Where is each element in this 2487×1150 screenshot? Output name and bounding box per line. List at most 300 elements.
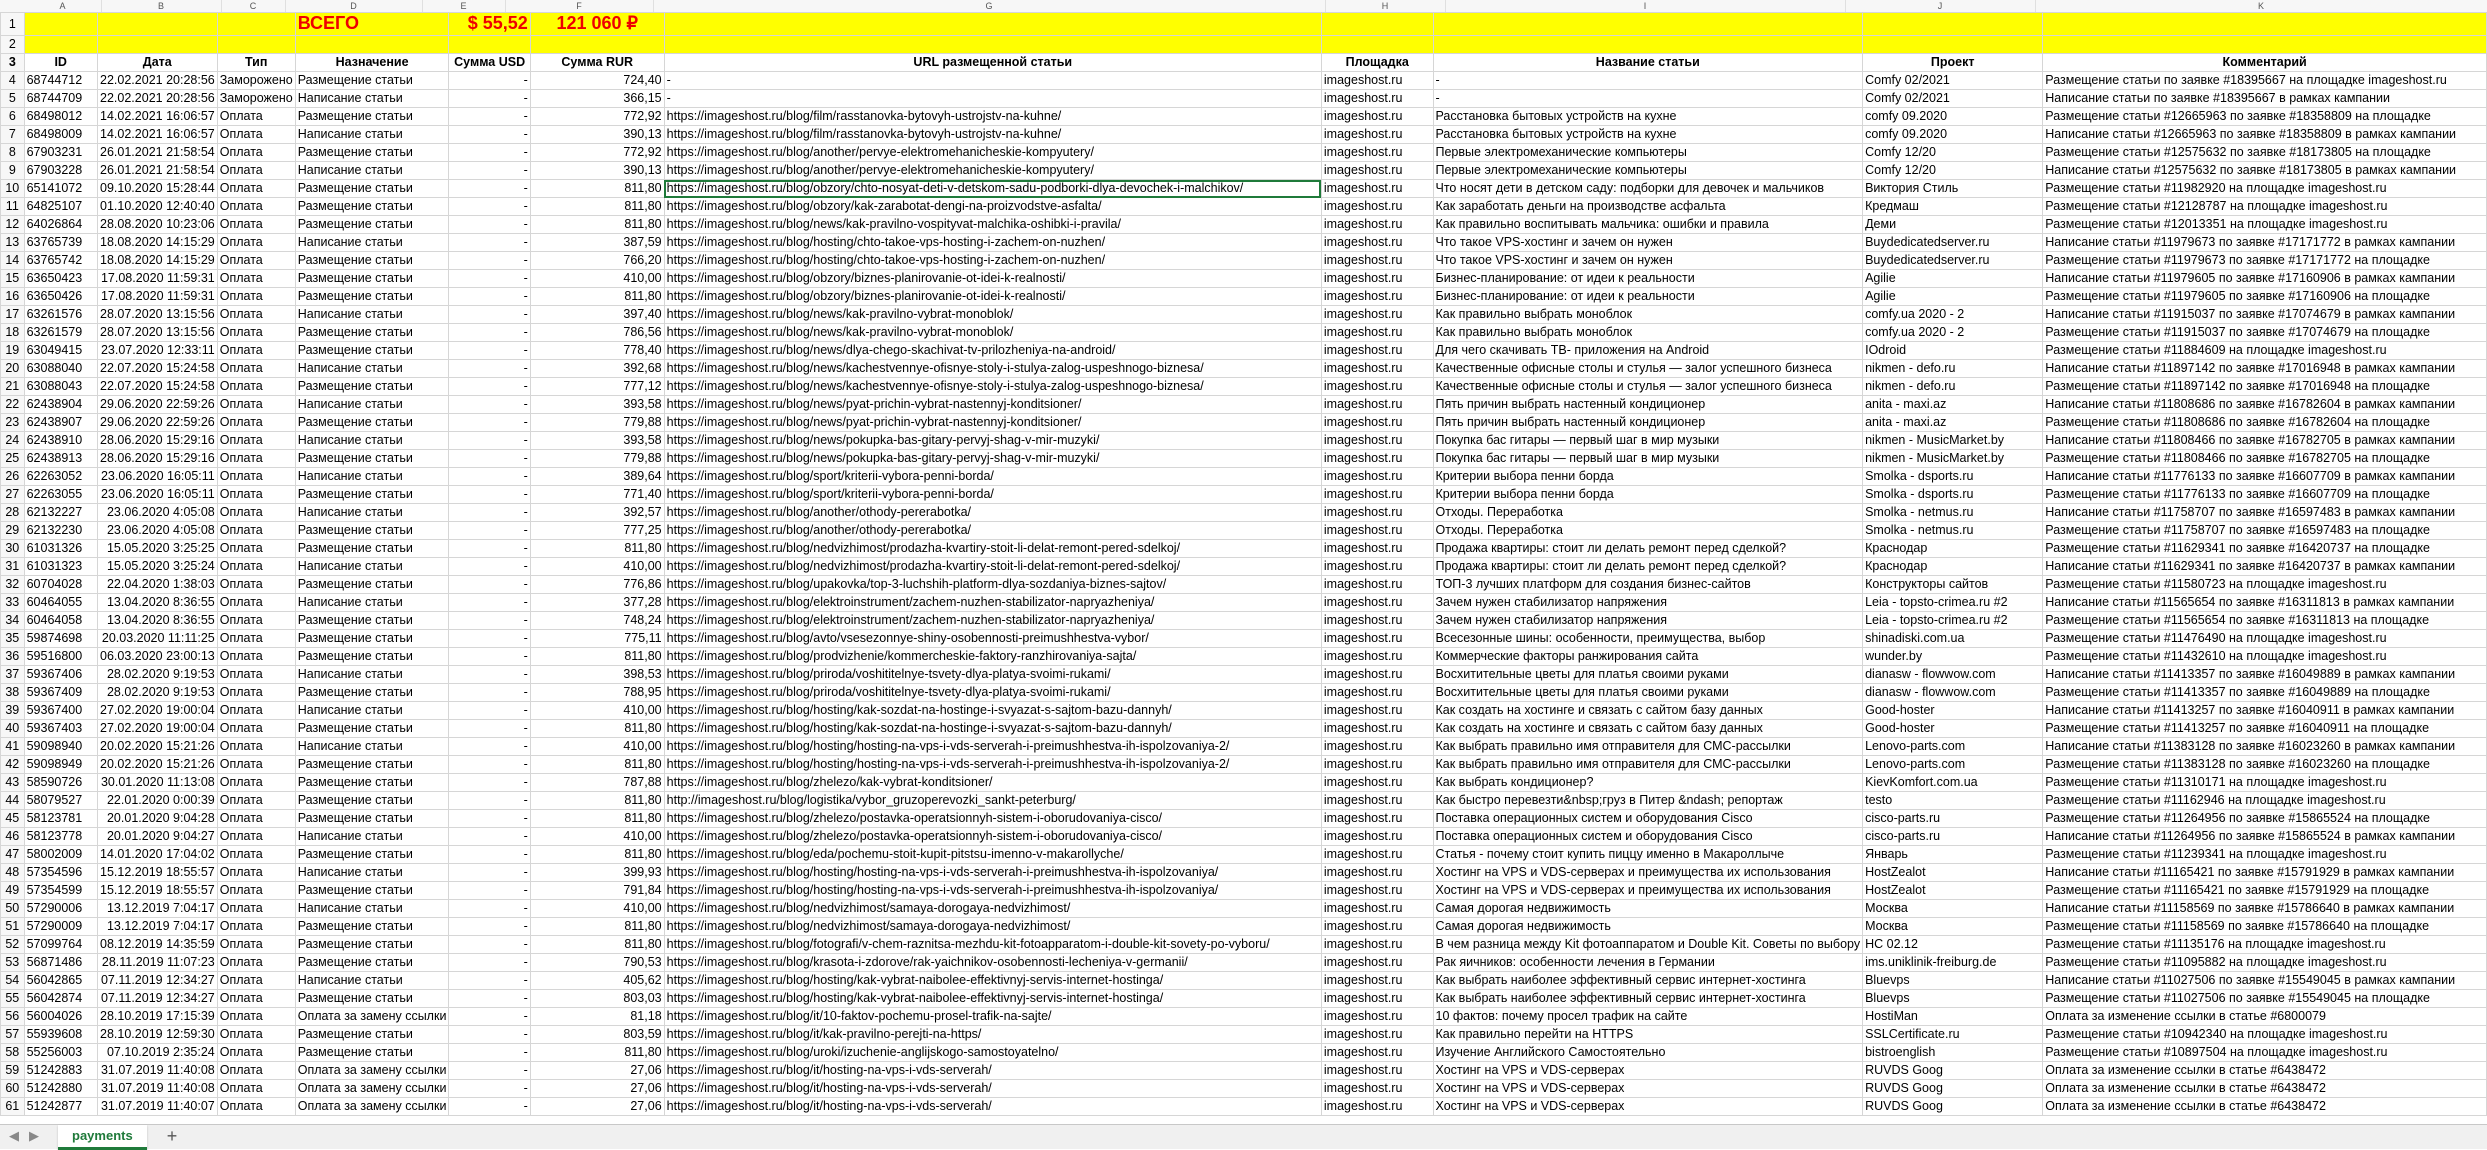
cell[interactable]: Smolka - netmus.ru xyxy=(1863,504,2043,522)
cell[interactable]: Всесезонные шины: особенности, преимущества, выбор xyxy=(1433,630,1863,648)
cell[interactable]: HC 02.12 xyxy=(1863,936,2043,954)
cell[interactable]: 27,06 xyxy=(530,1062,664,1080)
cell[interactable]: - xyxy=(449,792,530,810)
cell[interactable]: dianasw - flowwow.com xyxy=(1863,684,2043,702)
cell[interactable]: 17.08.2020 11:59:31 xyxy=(97,288,217,306)
cell[interactable]: https://imageshost.ru/blog/it/10-faktov-pochemu-prosel-trafik-na-sajte/ xyxy=(664,1008,1321,1026)
cell[interactable]: imageshost.ru xyxy=(1321,594,1433,612)
cell[interactable]: imageshost.ru xyxy=(1321,126,1433,144)
cell[interactable]: Оплата xyxy=(217,972,295,990)
cell[interactable]: Расстановка бытовых устройств на кухне xyxy=(1433,108,1863,126)
cell[interactable]: - xyxy=(449,216,530,234)
cell[interactable]: 07.10.2019 2:35:24 xyxy=(97,1044,217,1062)
cell[interactable]: 811,80 xyxy=(530,1044,664,1062)
cell[interactable]: 64825107 xyxy=(24,198,97,216)
cell[interactable]: Comfy 12/20 xyxy=(1863,144,2043,162)
cell[interactable]: 15.12.2019 18:55:57 xyxy=(97,864,217,882)
cell[interactable]: imageshost.ru xyxy=(1321,1080,1433,1098)
cell[interactable]: Размещение статьи #11808466 по заявке #16782705 на площадке xyxy=(2043,450,2487,468)
cell[interactable]: 29.06.2020 22:59:26 xyxy=(97,396,217,414)
cell[interactable]: Оплата xyxy=(217,324,295,342)
cell[interactable]: imageshost.ru xyxy=(1321,882,1433,900)
cell[interactable]: 60464055 xyxy=(24,594,97,612)
cell[interactable]: Размещение статьи #11808686 по заявке #16782604 на площадке xyxy=(2043,414,2487,432)
cell[interactable]: imageshost.ru xyxy=(1321,252,1433,270)
cell[interactable]: 811,80 xyxy=(530,810,664,828)
cell[interactable]: Оплата xyxy=(217,702,295,720)
cell[interactable]: Размещение статьи #11383128 по заявке #16023260 на площадке xyxy=(2043,756,2487,774)
cell[interactable]: Написание статьи xyxy=(295,864,449,882)
column-letter[interactable]: I xyxy=(1445,0,1846,12)
cell[interactable]: Agilie xyxy=(1863,270,2043,288)
cell[interactable]: Buydedicatedserver.ru xyxy=(1863,234,2043,252)
cell[interactable]: 811,80 xyxy=(530,792,664,810)
cell[interactable]: 27,06 xyxy=(530,1098,664,1116)
cell[interactable]: Оплата xyxy=(217,954,295,972)
cell[interactable]: Размещение статьи xyxy=(295,288,449,306)
cell[interactable]: 13.04.2020 8:36:55 xyxy=(97,594,217,612)
cell[interactable]: https://imageshost.ru/blog/news/kak-pravilno-vybrat-monoblok/ xyxy=(664,306,1321,324)
cell[interactable]: - xyxy=(449,720,530,738)
cell[interactable]: 68498009 xyxy=(24,126,97,144)
row-number[interactable]: 9 xyxy=(1,162,25,180)
row-number[interactable]: 36 xyxy=(1,648,25,666)
cell[interactable]: Оплата xyxy=(217,144,295,162)
cell[interactable]: 811,80 xyxy=(530,846,664,864)
cell[interactable]: - xyxy=(449,396,530,414)
cell[interactable]: https://imageshost.ru/blog/news/pyat-prichin-vybrat-nastennyj-konditsioner/ xyxy=(664,396,1321,414)
cell[interactable]: Покупка бас гитары — первый шаг в мир музыки xyxy=(1433,450,1863,468)
cell[interactable]: imageshost.ru xyxy=(1321,774,1433,792)
cell[interactable]: Размещение статьи #12128787 на площадке imageshost.ru xyxy=(2043,198,2487,216)
cell[interactable]: Размещение статьи #11979605 по заявке #17160906 на площадке xyxy=(2043,288,2487,306)
cell[interactable]: Написание статьи #11979605 по заявке #17160906 в рамках кампании xyxy=(2043,270,2487,288)
cell[interactable]: 28.10.2019 12:59:30 xyxy=(97,1026,217,1044)
cell[interactable]: Оплата xyxy=(217,216,295,234)
cell[interactable] xyxy=(1433,13,1863,36)
cell[interactable]: 811,80 xyxy=(530,648,664,666)
cell[interactable]: imageshost.ru xyxy=(1321,162,1433,180)
cell[interactable]: 63650426 xyxy=(24,288,97,306)
cell[interactable]: 58123781 xyxy=(24,810,97,828)
cell[interactable]: 410,00 xyxy=(530,738,664,756)
row-number[interactable]: 16 xyxy=(1,288,25,306)
row-number[interactable]: 41 xyxy=(1,738,25,756)
cell[interactable]: 766,20 xyxy=(530,252,664,270)
cell[interactable]: https://imageshost.ru/blog/film/rasstanovka-bytovyh-ustrojstv-na-kuhne/ xyxy=(664,108,1321,126)
cell[interactable]: Оплата xyxy=(217,306,295,324)
cell[interactable]: Оплата xyxy=(217,1062,295,1080)
cell[interactable]: imageshost.ru xyxy=(1321,432,1433,450)
cell[interactable]: Написание статьи xyxy=(295,432,449,450)
cell[interactable]: 58590726 xyxy=(24,774,97,792)
cell[interactable]: - xyxy=(449,900,530,918)
cell[interactable]: - xyxy=(449,252,530,270)
cell[interactable]: cisco-parts.ru xyxy=(1863,828,2043,846)
cell[interactable]: Конструкторы сайтов xyxy=(1863,576,2043,594)
cell[interactable]: imageshost.ru xyxy=(1321,144,1433,162)
cell[interactable]: imageshost.ru xyxy=(1321,648,1433,666)
cell[interactable]: 23.07.2020 12:33:11 xyxy=(97,342,217,360)
cell[interactable]: Оплата xyxy=(217,576,295,594)
header-cell[interactable]: Сумма USD xyxy=(449,54,530,72)
row-number[interactable]: 35 xyxy=(1,630,25,648)
cell[interactable]: 57290006 xyxy=(24,900,97,918)
cell[interactable]: 59098949 xyxy=(24,756,97,774)
cell[interactable]: Написание статьи #11808686 по заявке #16782604 в рамках кампании xyxy=(2043,396,2487,414)
header-cell[interactable]: Назначение xyxy=(295,54,449,72)
cell[interactable]: https://imageshost.ru/blog/it/hosting-na-vps-i-vds-serverah/ xyxy=(664,1062,1321,1080)
cell[interactable]: imageshost.ru xyxy=(1321,846,1433,864)
cell[interactable]: Размещение статьи xyxy=(295,810,449,828)
cell[interactable]: Хостинг на VPS и VDS-серверах и преимущества их использования xyxy=(1433,864,1863,882)
cell[interactable]: 13.12.2019 7:04:17 xyxy=(97,900,217,918)
cell[interactable]: https://imageshost.ru/blog/zhelezo/kak-vybrat-konditsioner/ xyxy=(664,774,1321,792)
cell[interactable]: 55939608 xyxy=(24,1026,97,1044)
cell[interactable]: imageshost.ru xyxy=(1321,180,1433,198)
cell[interactable]: imageshost.ru xyxy=(1321,1098,1433,1116)
cell[interactable]: KievKomfort.com.ua xyxy=(1863,774,2043,792)
cell[interactable]: Размещение статьи xyxy=(295,936,449,954)
cell[interactable]: 59516800 xyxy=(24,648,97,666)
cell[interactable]: https://imageshost.ru/blog/obzory/biznes-planirovanie-ot-idei-k-realnosti/ xyxy=(664,270,1321,288)
cell[interactable]: 01.10.2020 12:40:40 xyxy=(97,198,217,216)
cell[interactable]: https://imageshost.ru/blog/obzory/kak-zarabotat-dengi-na-proizvodstve-asfalta/ xyxy=(664,198,1321,216)
row-number[interactable]: 32 xyxy=(1,576,25,594)
cell[interactable]: 18.08.2020 14:15:29 xyxy=(97,252,217,270)
cell[interactable]: Написание статьи xyxy=(295,234,449,252)
cell[interactable]: Bluevps xyxy=(1863,972,2043,990)
cell[interactable]: anita - maxi.az xyxy=(1863,396,2043,414)
row-number[interactable]: 18 xyxy=(1,324,25,342)
cell[interactable]: 06.03.2020 23:00:13 xyxy=(97,648,217,666)
cell[interactable]: 791,84 xyxy=(530,882,664,900)
cell[interactable]: Первые электромеханические компьютеры xyxy=(1433,162,1863,180)
cell[interactable] xyxy=(97,13,217,36)
cell[interactable]: Размещение статьи xyxy=(295,540,449,558)
cell[interactable]: Москва xyxy=(1863,900,2043,918)
cell[interactable]: imageshost.ru xyxy=(1321,864,1433,882)
row-number[interactable]: 29 xyxy=(1,522,25,540)
cell[interactable]: - xyxy=(449,504,530,522)
cell[interactable]: 58079527 xyxy=(24,792,97,810)
cell[interactable]: Размещение статьи xyxy=(295,1026,449,1044)
cell[interactable]: - xyxy=(664,90,1321,108)
cell[interactable]: Январь xyxy=(1863,846,2043,864)
cell[interactable]: 63049415 xyxy=(24,342,97,360)
cell[interactable]: Оплата xyxy=(217,792,295,810)
cell[interactable]: Оплата xyxy=(217,828,295,846)
cell[interactable]: imageshost.ru xyxy=(1321,288,1433,306)
cell[interactable]: Оплата xyxy=(217,1026,295,1044)
cell[interactable]: 788,95 xyxy=(530,684,664,702)
cell[interactable]: 57099764 xyxy=(24,936,97,954)
cell[interactable]: 28.08.2020 10:23:06 xyxy=(97,216,217,234)
cell[interactable]: 59367403 xyxy=(24,720,97,738)
cell[interactable]: imageshost.ru xyxy=(1321,1062,1433,1080)
cell[interactable]: https://imageshost.ru/blog/hosting/kak-vybrat-naibolee-effektivnyj-servis-internet-hostinga/ xyxy=(664,990,1321,1008)
cell[interactable]: - xyxy=(449,468,530,486)
cell[interactable]: 59367400 xyxy=(24,702,97,720)
cell[interactable]: 56042865 xyxy=(24,972,97,990)
cell[interactable]: Виктория Стиль xyxy=(1863,180,2043,198)
next-sheet-icon[interactable]: ▶ xyxy=(29,1128,39,1143)
cell[interactable]: https://imageshost.ru/blog/elektroinstrument/zachem-nuzhen-stabilizator-napryazheniya/ xyxy=(664,612,1321,630)
cell[interactable]: 13.04.2020 8:36:55 xyxy=(97,612,217,630)
cell[interactable]: Оплата за изменение ссылки в статье #6438472 xyxy=(2043,1098,2487,1116)
cell[interactable]: RUVDS Goog xyxy=(1863,1098,2043,1116)
cell[interactable]: 55256003 xyxy=(24,1044,97,1062)
cell[interactable]: 777,25 xyxy=(530,522,664,540)
cell[interactable]: imageshost.ru xyxy=(1321,630,1433,648)
cell[interactable]: imageshost.ru xyxy=(1321,612,1433,630)
cell[interactable]: https://imageshost.ru/blog/nedvizhimost/samaya-dorogaya-nedvizhimost/ xyxy=(664,918,1321,936)
cell[interactable]: Размещение статьи #11897142 по заявке #17016948 на площадке xyxy=(2043,378,2487,396)
summary-rur-cell[interactable] xyxy=(530,13,664,36)
cell[interactable]: imageshost.ru xyxy=(1321,828,1433,846)
cell[interactable]: Comfy 02/2021 xyxy=(1863,90,2043,108)
cell[interactable]: 23.06.2020 16:05:11 xyxy=(97,486,217,504)
cell[interactable]: 772,92 xyxy=(530,108,664,126)
cell[interactable]: 803,59 xyxy=(530,1026,664,1044)
header-cell[interactable]: Площадка xyxy=(1321,54,1433,72)
cell[interactable]: 62438913 xyxy=(24,450,97,468)
cell[interactable]: Написание статьи xyxy=(295,972,449,990)
cell[interactable]: Написание статьи xyxy=(295,360,449,378)
cell[interactable]: imageshost.ru xyxy=(1321,324,1433,342)
cell[interactable]: Размещение статьи xyxy=(295,612,449,630)
column-letter[interactable]: K xyxy=(2035,0,2487,12)
cell[interactable]: Написание статьи xyxy=(295,306,449,324)
cell[interactable]: https://imageshost.ru/blog/upakovka/top-3-luchshih-platform-dlya-sozdaniya-biznes-sajtov/ xyxy=(664,576,1321,594)
cell[interactable]: Оплата xyxy=(217,720,295,738)
row-number[interactable]: 26 xyxy=(1,468,25,486)
cell[interactable]: https://imageshost.ru/blog/elektroinstrument/zachem-nuzhen-stabilizator-napryazheniya/ xyxy=(664,594,1321,612)
cell[interactable]: 68498012 xyxy=(24,108,97,126)
cell[interactable]: 20.02.2020 15:21:26 xyxy=(97,738,217,756)
cell[interactable]: - xyxy=(449,414,530,432)
column-letter[interactable]: H xyxy=(1325,0,1446,12)
cell[interactable]: comfy 09.2020 xyxy=(1863,126,2043,144)
sheet-table[interactable] xyxy=(0,12,2487,1116)
cell[interactable]: Leia - topsto-crimea.ru #2 xyxy=(1863,594,2043,612)
cell[interactable]: 405,62 xyxy=(530,972,664,990)
header-cell[interactable]: Комментарий xyxy=(2043,54,2487,72)
cell[interactable]: https://imageshost.ru/blog/news/kak-pravilno-vospityvat-malchika-oshibki-i-pravila/ xyxy=(664,216,1321,234)
cell[interactable]: Написание статьи xyxy=(295,738,449,756)
cell[interactable]: 28.11.2019 11:07:23 xyxy=(97,954,217,972)
cell[interactable]: 58002009 xyxy=(24,846,97,864)
cell[interactable]: 15.05.2020 3:25:25 xyxy=(97,540,217,558)
cell[interactable]: Оплата xyxy=(217,1080,295,1098)
cell[interactable]: 59098940 xyxy=(24,738,97,756)
cell[interactable]: imageshost.ru xyxy=(1321,414,1433,432)
cell[interactable]: imageshost.ru xyxy=(1321,954,1433,972)
cell[interactable]: 63088043 xyxy=(24,378,97,396)
cell[interactable]: - xyxy=(449,702,530,720)
row-number[interactable]: 58 xyxy=(1,1044,25,1062)
cell[interactable]: - xyxy=(449,234,530,252)
cell[interactable]: imageshost.ru xyxy=(1321,540,1433,558)
header-cell[interactable]: ID xyxy=(24,54,97,72)
cell[interactable]: https://imageshost.ru/blog/obzory/chto-nosyat-deti-v-detskom-sadu-podborki-dlya-devochek-i-malchikov/ xyxy=(664,180,1321,198)
cell[interactable]: Написание статьи #11413257 по заявке #16040911 в рамках кампании xyxy=(2043,702,2487,720)
cell[interactable]: Оплата xyxy=(217,162,295,180)
cell[interactable]: Размещение статьи #11432610 на площадке imageshost.ru xyxy=(2043,648,2487,666)
header-cell[interactable]: URL размещенной статьи xyxy=(664,54,1321,72)
cell[interactable]: 811,80 xyxy=(530,720,664,738)
cell[interactable]: Размещение статьи #11310171 на площадке imageshost.ru xyxy=(2043,774,2487,792)
cell[interactable]: - xyxy=(449,756,530,774)
cell[interactable]: imageshost.ru xyxy=(1321,972,1433,990)
cell[interactable]: 68744712 xyxy=(24,72,97,90)
cell[interactable]: 393,58 xyxy=(530,432,664,450)
row-number[interactable]: 13 xyxy=(1,234,25,252)
cell[interactable]: Размещение статьи xyxy=(295,576,449,594)
row-number[interactable]: 7 xyxy=(1,126,25,144)
cell[interactable]: http://imageshost.ru/blog/logistika/vybor_gruzoperevozki_sankt-peterburg/ xyxy=(664,792,1321,810)
cell[interactable]: https://imageshost.ru/blog/nedvizhimost/samaya-dorogaya-nedvizhimost/ xyxy=(664,900,1321,918)
cell[interactable]: Написание статьи #11413357 по заявке #16049889 в рамках кампании xyxy=(2043,666,2487,684)
cell[interactable]: 724,40 xyxy=(530,72,664,90)
row-number[interactable]: 37 xyxy=(1,666,25,684)
cell[interactable]: 779,88 xyxy=(530,414,664,432)
cell[interactable]: Написание статьи xyxy=(295,504,449,522)
cell[interactable]: 410,00 xyxy=(530,702,664,720)
cell[interactable]: 398,53 xyxy=(530,666,664,684)
cell[interactable]: Оплата xyxy=(217,468,295,486)
cell[interactable]: - xyxy=(449,738,530,756)
row-number[interactable]: 57 xyxy=(1,1026,25,1044)
cell[interactable]: imageshost.ru xyxy=(1321,990,1433,1008)
cell[interactable]: Написание статьи #11979673 по заявке #17171772 в рамках кампании xyxy=(2043,234,2487,252)
cell[interactable]: 28.02.2020 9:19:53 xyxy=(97,684,217,702)
cell[interactable]: Размещение статьи по заявке #18395667 на площадке imageshost.ru xyxy=(2043,72,2487,90)
cell[interactable]: 62438904 xyxy=(24,396,97,414)
cell[interactable]: Оплата xyxy=(217,846,295,864)
cell[interactable]: 13.12.2019 7:04:17 xyxy=(97,918,217,936)
cell[interactable]: Что такое VPS-хостинг и зачем он нужен xyxy=(1433,234,1863,252)
cell[interactable]: https://imageshost.ru/blog/another/pervye-elektromehanicheskie-kompyutery/ xyxy=(664,144,1321,162)
row-number[interactable]: 61 xyxy=(1,1098,25,1116)
cell[interactable]: imageshost.ru xyxy=(1321,72,1433,90)
row-number[interactable]: 25 xyxy=(1,450,25,468)
cell[interactable]: Заморожено xyxy=(217,72,295,90)
cell[interactable]: 772,92 xyxy=(530,144,664,162)
cell[interactable]: HostZealot xyxy=(1863,882,2043,900)
cell[interactable]: Заморожено xyxy=(217,90,295,108)
cell[interactable]: Написание статьи xyxy=(295,828,449,846)
cell[interactable]: 410,00 xyxy=(530,900,664,918)
cell[interactable]: Отходы. Переработка xyxy=(1433,522,1863,540)
cell[interactable]: Оплата xyxy=(217,378,295,396)
cell[interactable]: - xyxy=(449,1098,530,1116)
cell[interactable]: imageshost.ru xyxy=(1321,720,1433,738)
cell[interactable]: https://imageshost.ru/blog/fotografi/v-chem-raznitsa-mezhdu-kit-fotoapparatom-i-double-kit-sovety-po-vyboru/ xyxy=(664,936,1321,954)
cell[interactable]: imageshost.ru xyxy=(1321,1044,1433,1062)
cell[interactable]: imageshost.ru xyxy=(1321,198,1433,216)
cell[interactable]: 28.06.2020 15:29:16 xyxy=(97,432,217,450)
cell[interactable]: Оплата xyxy=(217,450,295,468)
cell[interactable]: Кредмаш xyxy=(1863,198,2043,216)
cell[interactable]: HostZealot xyxy=(1863,864,2043,882)
cell[interactable]: Написание статьи xyxy=(295,900,449,918)
cell[interactable]: imageshost.ru xyxy=(1321,936,1433,954)
cell[interactable]: Написание статьи #12665963 по заявке #18358809 в рамках кампании xyxy=(2043,126,2487,144)
cell[interactable]: 59367406 xyxy=(24,666,97,684)
cell[interactable]: - xyxy=(449,1026,530,1044)
cell[interactable]: 67903231 xyxy=(24,144,97,162)
cell[interactable]: Как выбрать правильно имя отправителя для СМС-рассылки xyxy=(1433,738,1863,756)
cell[interactable]: Good-hoster xyxy=(1863,702,2043,720)
cell[interactable]: imageshost.ru xyxy=(1321,1008,1433,1026)
cell[interactable]: Размещение статьи xyxy=(295,270,449,288)
cell[interactable]: Самая дорогая недвижимость xyxy=(1433,918,1863,936)
cell[interactable]: - xyxy=(449,882,530,900)
cell[interactable]: Оплата xyxy=(217,126,295,144)
cell[interactable]: - xyxy=(449,576,530,594)
cell[interactable]: 778,40 xyxy=(530,342,664,360)
cell[interactable]: - xyxy=(664,72,1321,90)
cell[interactable]: Хостинг на VPS и VDS-серверах xyxy=(1433,1080,1863,1098)
cell[interactable]: 28.07.2020 13:15:56 xyxy=(97,306,217,324)
cell[interactable]: 08.12.2019 14:35:59 xyxy=(97,936,217,954)
cell[interactable]: Продажа квартиры: стоит ли делать ремонт перед сделкой? xyxy=(1433,540,1863,558)
cell[interactable]: 410,00 xyxy=(530,558,664,576)
cell[interactable]: Размещение статьи #11982920 на площадке imageshost.ru xyxy=(2043,180,2487,198)
cell[interactable]: Бизнес-планирование: от идеи к реальности xyxy=(1433,288,1863,306)
cell[interactable]: 392,68 xyxy=(530,360,664,378)
cell[interactable]: - xyxy=(449,1044,530,1062)
cell[interactable]: Размещение статьи #11580723 на площадке imageshost.ru xyxy=(2043,576,2487,594)
cell[interactable]: Размещение статьи #11758707 по заявке #16597483 на площадке xyxy=(2043,522,2487,540)
cell[interactable]: 392,57 xyxy=(530,504,664,522)
cell[interactable]: imageshost.ru xyxy=(1321,1026,1433,1044)
spreadsheet-grid[interactable] xyxy=(0,12,2487,1124)
cell[interactable]: 811,80 xyxy=(530,936,664,954)
column-letter[interactable]: A xyxy=(24,0,102,12)
cell[interactable]: Smolka - netmus.ru xyxy=(1863,522,2043,540)
cell[interactable]: Покупка бас гитары — первый шаг в мир музыки xyxy=(1433,432,1863,450)
cell[interactable]: 59367409 xyxy=(24,684,97,702)
cell[interactable]: 63765742 xyxy=(24,252,97,270)
cell[interactable]: Качественные офисные столы и стулья — залог успешного бизнеса xyxy=(1433,378,1863,396)
cell[interactable]: Размещение статьи #11629341 по заявке #16420737 на площадке xyxy=(2043,540,2487,558)
cell[interactable]: Написание статьи xyxy=(295,126,449,144)
cell[interactable]: Изучение Английского Самостоятельно xyxy=(1433,1044,1863,1062)
cell[interactable]: imageshost.ru xyxy=(1321,792,1433,810)
cell[interactable]: Размещение статьи xyxy=(295,954,449,972)
cell[interactable]: Написание статьи xyxy=(295,558,449,576)
cell[interactable]: 63088040 xyxy=(24,360,97,378)
cell[interactable]: Размещение статьи xyxy=(295,180,449,198)
cell[interactable]: Оплата xyxy=(217,666,295,684)
row-number[interactable]: 4 xyxy=(1,72,25,90)
cell[interactable]: Размещение статьи #10942340 на площадке imageshost.ru xyxy=(2043,1026,2487,1044)
cell[interactable]: Как правильно перейти на HTTPS xyxy=(1433,1026,1863,1044)
cell[interactable]: https://imageshost.ru/blog/avto/vsesezonnye-shiny-osobennosti-preimushhestva-vybor/ xyxy=(664,630,1321,648)
cell[interactable]: Оплата xyxy=(217,990,295,1008)
cell[interactable]: Оплата за изменение ссылки в статье #6800079 xyxy=(2043,1008,2487,1026)
cell[interactable]: https://imageshost.ru/blog/news/kak-pravilno-vybrat-monoblok/ xyxy=(664,324,1321,342)
cell[interactable]: Оплата xyxy=(217,342,295,360)
cell[interactable]: - xyxy=(1433,90,1863,108)
cell[interactable]: https://imageshost.ru/blog/zhelezo/postavka-operatsionnyh-sistem-i-oborudovaniya-cisco/ xyxy=(664,810,1321,828)
cell[interactable]: IOdroid xyxy=(1863,342,2043,360)
cell[interactable]: Размещение статьи xyxy=(295,342,449,360)
cell[interactable]: Размещение статьи xyxy=(295,684,449,702)
cell[interactable]: https://imageshost.ru/blog/hosting/kak-vybrat-naibolee-effektivnyj-servis-internet-hostinga/ xyxy=(664,972,1321,990)
